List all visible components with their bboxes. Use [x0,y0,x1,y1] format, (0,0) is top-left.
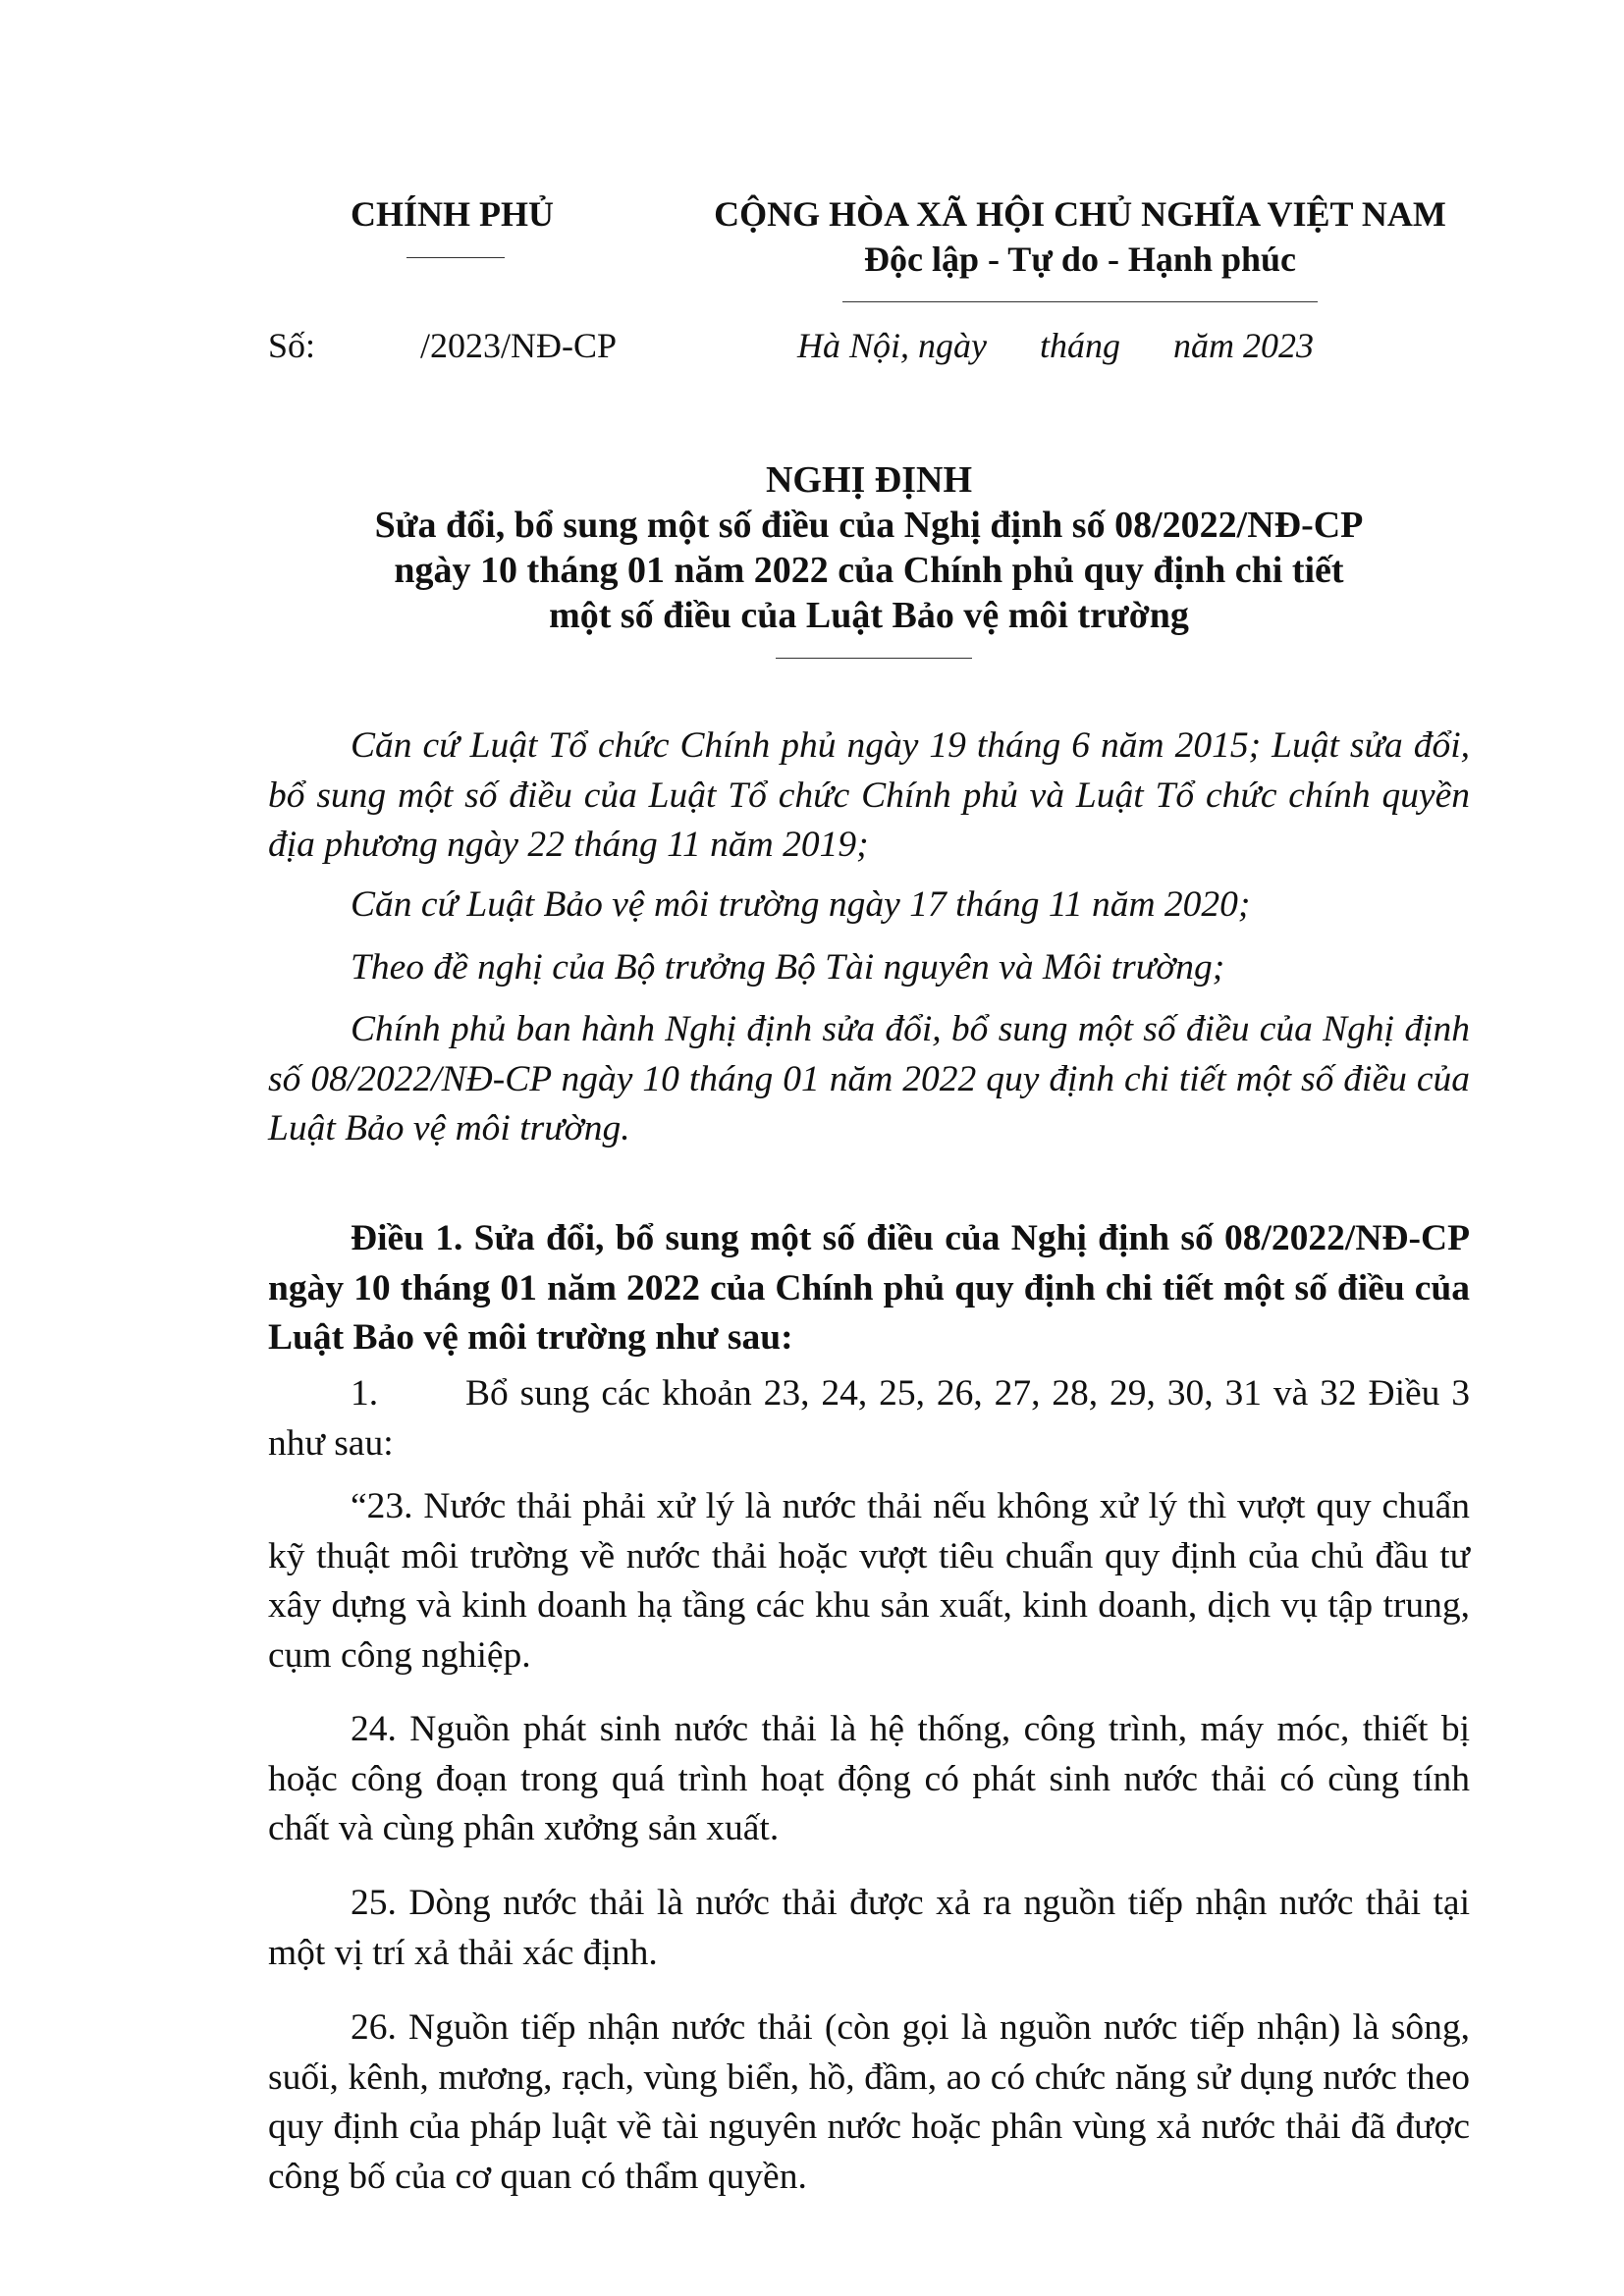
document-type: NGHỊ ĐỊNH [765,459,973,501]
title-line-2: ngày 10 tháng 01 năm 2022 của Chính phủ quy định chi tiết [394,550,1344,591]
item-number: 1. [351,1373,379,1414]
title-underline [776,658,972,659]
article-1-heading: Điều 1. Sửa đổi, bổ sung một số điều của Nghị định số 08/2022/NĐ-CP ngày 10 tháng 01 năm 2022 của Chính phủ quy định chi tiết một số điều của Luật Bảo vệ môi trường như sau: [268,1218,1470,1358]
clause-paragraph: “23. Nước thải phải xử lý là nước thải nếu không xử lý thì vượt quy chuẩn kỹ thuật môi trường về nước thải hoặc vượt tiêu chuẩn quy định của chủ đầu tư xây dựng và kinh doanh hạ tầng các khu sản xuất, kinh doanh, dịch vụ tập trung, cụm công nghiệp. [268,1486,1470,1676]
clause-paragraph: 26. Nguồn tiếp nhận nước thải (còn gọi là nguồn nước tiếp nhận) là sông, suối, kênh, mương, rạch, vùng biển, hồ, đầm, ao có chức năng sử dụng nước theo quy định của pháp luật về tài nguyên nước hoặc phân vùng xả nước thải đã được công bố của cơ quan có thẩm quyền. [268,2007,1470,2197]
title-line-3: một số điều của Luật Bảo vệ môi trường [549,595,1189,636]
agency-underline [406,257,505,258]
clause-paragraph: 24. Nguồn phát sinh nước thải là hệ thống, công trình, máy móc, thiết bị hoặc công đoạn trong quá trình hoạt động có phát sinh nước thải có cùng tính chất và cùng phân xưởng sản xuất. [268,1709,1470,1848]
document-number: /2023/NĐ-CP [420,326,618,365]
motto-underline [842,301,1318,302]
preamble-paragraph: Theo đề nghị của Bộ trưởng Bộ Tài nguyên và Môi trường; [351,947,1225,988]
clause-paragraph: 25. Dòng nước thải là nước thải được xả ra nguồn tiếp nhận nước thải tại một vị trí xả thải xác định. [268,1883,1470,1973]
item-text: Bổ sung các khoản 23, 24, 25, 26, 27, 28, 29, 30, 31 và 32 Điều 3 [465,1373,1470,1414]
list-item [268,1369,1470,1419]
national-motto: Độc lập - Tự do - Hạnh phúc [863,240,1297,279]
preamble-paragraph: Căn cứ Luật Bảo vệ môi trường ngày 17 tháng 11 năm 2020; [351,884,1251,925]
title-line-1: Sửa đổi, bổ sung một số điều của Nghị định số 08/2022/NĐ-CP [374,505,1364,546]
place-and-date: Hà Nội, ngày tháng năm 2023 [797,326,1314,365]
preamble-paragraph: Căn cứ Luật Tổ chức Chính phủ ngày 19 tháng 6 năm 2015; Luật sửa đổi, bổ sung một số điều của Luật Tổ chức Chính phủ và Luật Tổ chức chính quyền địa phương ngày 22 tháng 11 năm 2019; [268,725,1470,865]
issuing-agency: CHÍNH PHỦ [351,194,554,234]
document-number-label: Số: [268,326,316,365]
item-text-continuation: như sau: [268,1423,394,1464]
republic-title: CỘNG HÒA XÃ HỘI CHỦ NGHĨA VIỆT NAM [714,194,1446,234]
preamble-paragraph: Chính phủ ban hành Nghị định sửa đổi, bổ sung một số điều của Nghị định số 08/2022/NĐ-CP ngày 10 tháng 01 năm 2022 quy định chi tiết một số điều của Luật Bảo vệ môi trường. [268,1009,1470,1148]
